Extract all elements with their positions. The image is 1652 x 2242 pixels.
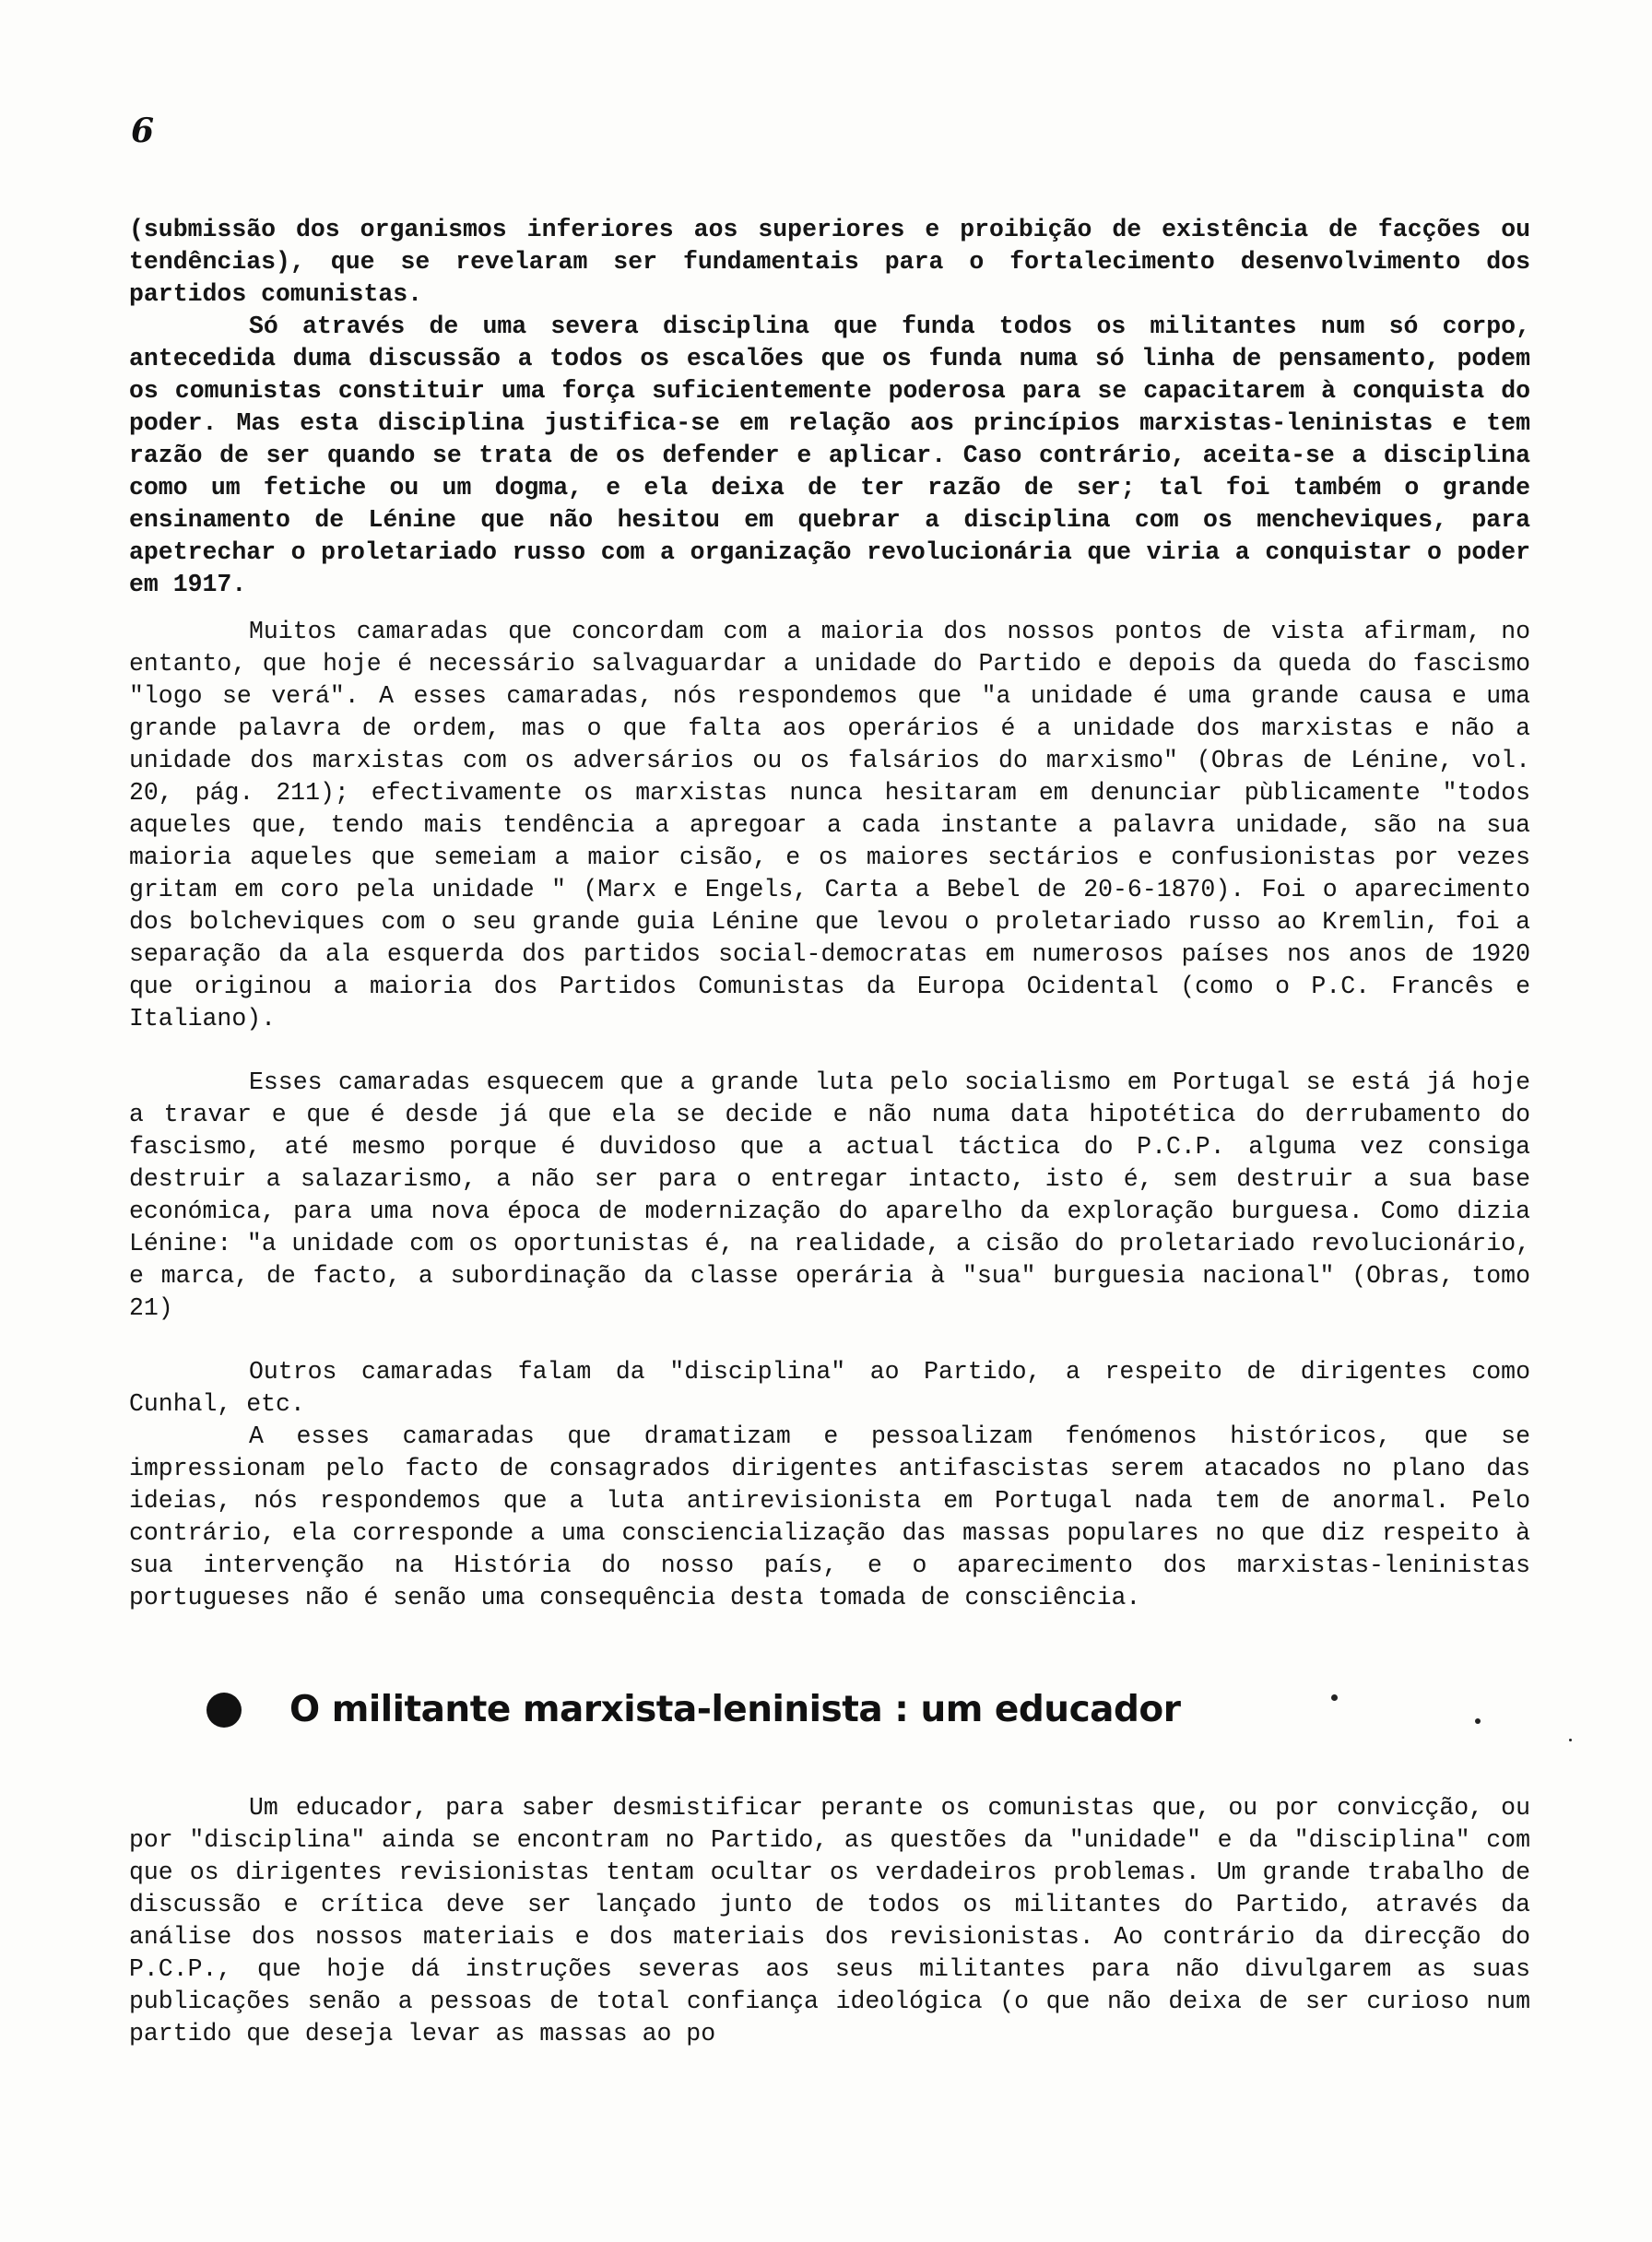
paragraph-other-comrades: Outros camaradas falam da "disciplina" ao Partido, a respeito de dirigentes como Cunhal, etc. [129, 1358, 1530, 1418]
ink-speck-icon [1475, 1718, 1481, 1724]
text-block-educator [129, 1792, 1530, 2082]
paragraph-struggle: Esses camaradas esquecem que a grande luta pelo socialismo em Portugal se está já hoje a travar e que é desde já que ela se decide e não numa data hipotética do derrubamento do fascismo, até mesmo porque é duvidoso que a actual táctica do P.C.P. alguma vez consiga destruir a salazarismo, a não ser para o entregar intacto, isto é, sem destruir a sua base económica, para uma nova época de modernização do aparelho da exploração burguesa. Como dizia Lénine: "a unidade com os oportunistas é, na realidade, a cisão do proletariado revolucionário, e marca, de facto, a subordinação da classe operária à "sua" burguesia nacional" (Obras, tomo 21) [129, 1068, 1530, 1322]
paragraph-unity: Muitos camaradas que concordam com a maioria dos nossos pontos de vista afirmam, no entanto, que hoje é necessário salvaguardar a unidade do Partido e depois da queda do fascismo "logo se verá". A esses camaradas, nós respondemos que "a unidade é uma grande causa e uma grande palavra de ordem, mas o que falta aos operários é a unidade dos marxistas e não a unidade dos marxistas com os adversários ou os falsários do marxismo" (Obras de Lénine, vol. 20, pág. 211); efectivamente os marxistas nunca hesitaram em denunciar pùblicamente "todos aqueles que, tendo mais tendência a apregoar a cada instante a palavra unidade, são na sua maioria aqueles que semeiam a maior cisão, e os maiores sectários e confusionistas por vezes gritam em coro pela unidade " (Marx e Engels, Carta a Bebel de 20-6-1870). Foi o aparecimento dos bolcheviques com o seu grande guia Lénine que levou o proletariado russo ao Kremlin, foi a separação da ala esquerda dos partidos social-democratas em numerosos países nos anos de 1920 que originou a maioria dos Partidos Comunistas da Europa Ocidental (como o P.C. Francês e Italiano). [129, 618, 1530, 1032]
bullet-icon [206, 1693, 242, 1728]
text-block-intro [129, 214, 1530, 632]
paragraph-submission: (submissão dos organismos inferiores aos superiores e proibição de existência de facções ou tendências), que se revelaram ser fundamentais para o fortalecimento desenvolvimento dos partidos comunistas. [129, 216, 1530, 308]
page-number: 6 [131, 112, 155, 150]
ink-speck-icon [1331, 1694, 1338, 1701]
paragraph-discipline: Só através de uma severa disciplina que funda todos os militantes num só corpo, antecedida duma discussão a todos os escalões que os funda numa só linha de pensamento, podem os comunistas constituir uma força suficientemente poderosa para se capacitarem à conquista do poder. Mas esta disciplina justifica-se em relação aos princípios marxistas-leninistas e tem razão de ser quando se trata de os defender e aplicar. Caso contrário, aceita-se a disciplina como um fetiche ou um dogma, e ela deixa de ter razão de ser; tal foi também o grande ensinamento de Lénine que não hesitou em quebrar a disciplina com os mencheviques, para apetrechar o proletariado russo com a organização revolucionária que viria a conquistar o poder em 1917. [129, 313, 1530, 598]
section-heading [206, 1689, 1180, 1730]
ink-speck-icon [1569, 1739, 1572, 1741]
section-heading-text: O militante marxista-leninista : um educador [289, 1689, 1181, 1730]
text-block-unity [129, 616, 1530, 1646]
paragraph-educator: Um educador, para saber desmistificar perante os comunistas que, ou por convicção, ou por "disciplina" ainda se encontram no Partido, as questões da "unidade" e da "disciplina" com que os dirigentes revisionistas tentam ocultar os verdadeiros problemas. Um grande trabalho de discussão e crítica deve ser lançado junto de todos os militantes do Partido, através da análise dos nossos materiais e dos materiais dos revisionistas. Ao contrário da direcção do P.C.P., que hoje dá instruções severas aos seus militantes para não divulgarem as suas publicações senão a pessoas de total confiança ideológica (o que não deixa de ser curioso num partido que deseja levar as massas ao po [129, 1794, 1530, 2047]
paragraph-dramatize: A esses camaradas que dramatizam e pessoalizam fenómenos históricos, que se impressionam pelo facto de consagrados dirigentes antifascistas serem atacados no plano das ideias, nós respondemos que a luta antirevisionista em Portugal nada tem de anormal. Pelo contrário, ela corresponde a uma consciencialização das massas populares no que diz respeito à sua intervenção na História do nosso país, e o aparecimento dos marxistas-leninistas portugueses não é senão uma consequência desta tomada de consciência. [129, 1422, 1530, 1611]
